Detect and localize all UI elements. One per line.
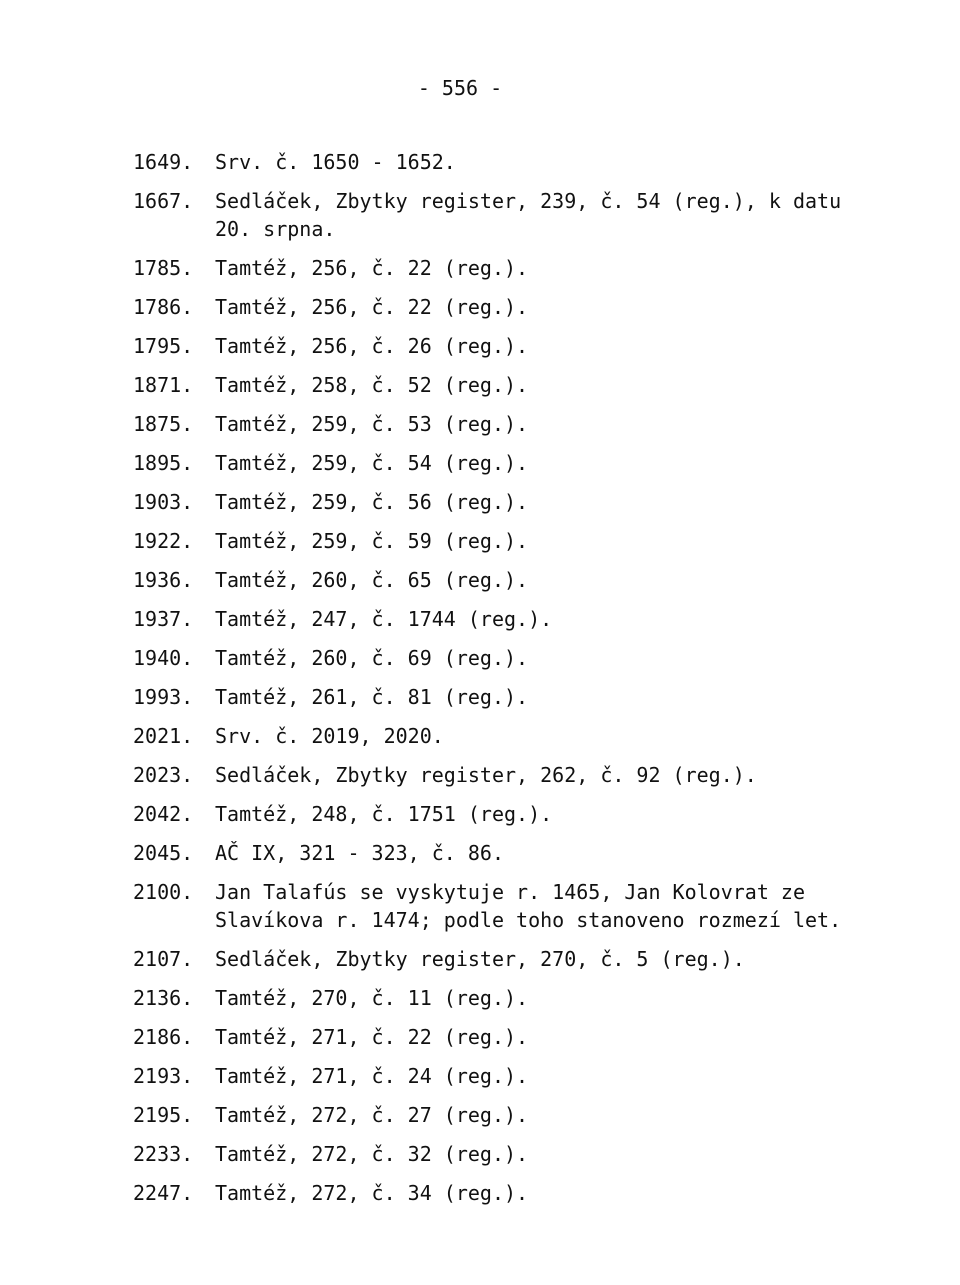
footnote-entry: [133, 1023, 853, 1051]
footnote-text: Sedláček, Zbytky register, 270, č. 5 (reg.).: [215, 947, 745, 971]
footnote-number: 1937.: [133, 607, 194, 631]
footnote-entry: [133, 1179, 853, 1207]
footnote-entry: [133, 332, 853, 360]
footnote-entry: [133, 644, 853, 672]
footnote-number: 1667.: [133, 189, 194, 213]
footnote-entry: [133, 605, 853, 633]
footnote-number: 2023.: [133, 763, 194, 787]
footnote-text: Tamtéž, 256, č. 26 (reg.).: [215, 334, 529, 358]
footnote-number: 1871.: [133, 373, 194, 397]
footnote-text: Srv. č. 2019, 2020.: [215, 724, 444, 748]
footnote-number: 2042.: [133, 802, 194, 826]
footnote-entry: [133, 293, 853, 321]
footnote-number: 2021.: [133, 724, 194, 748]
footnote-number: 2136.: [133, 986, 194, 1010]
footnote-number: 2247.: [133, 1181, 194, 1205]
footnote-number: 1875.: [133, 412, 194, 436]
footnote-number: 1940.: [133, 646, 194, 670]
footnote-entry: [133, 683, 853, 711]
footnote-entry: [133, 1101, 853, 1129]
footnote-text: Tamtéž, 247, č. 1744 (reg.).: [215, 607, 553, 631]
footnote-text: Tamtéž, 260, č. 65 (reg.).: [215, 568, 529, 592]
footnote-text: Tamtéž, 256, č. 22 (reg.).: [215, 256, 529, 280]
footnote-list: [133, 148, 853, 1218]
footnote-text: Tamtéž, 271, č. 24 (reg.).: [215, 1064, 529, 1088]
footnote-number: 1895.: [133, 451, 194, 475]
footnote-number: 2193.: [133, 1064, 194, 1088]
footnote-text: Tamtéž, 259, č. 59 (reg.).: [215, 529, 529, 553]
footnote-entry: [133, 254, 853, 282]
footnote-number: 1936.: [133, 568, 194, 592]
footnote-number: 2186.: [133, 1025, 194, 1049]
footnote-entry: [133, 527, 853, 555]
footnote-number: 1786.: [133, 295, 194, 319]
footnote-entry: [133, 566, 853, 594]
footnote-text: Srv. č. 1650 - 1652.: [215, 150, 456, 174]
footnote-number: 1649.: [133, 150, 194, 174]
footnote-text: Tamtéž, 272, č. 32 (reg.).: [215, 1142, 529, 1166]
footnote-number: 1993.: [133, 685, 194, 709]
footnote-text: Tamtéž, 248, č. 1751 (reg.).: [215, 802, 553, 826]
footnote-entry: [133, 488, 853, 516]
footnote-text: Tamtéž, 256, č. 22 (reg.).: [215, 295, 529, 319]
footnote-number: 2107.: [133, 947, 194, 971]
footnote-number: 1922.: [133, 529, 194, 553]
footnote-entry: [133, 761, 853, 789]
footnote-entry: [133, 878, 853, 934]
footnote-number: 1785.: [133, 256, 194, 280]
footnote-text: Tamtéž, 259, č. 56 (reg.).: [215, 490, 529, 514]
footnote-entry: [133, 148, 853, 176]
footnote-number: 2233.: [133, 1142, 194, 1166]
footnote-entry: [133, 839, 853, 867]
footnote-text: Tamtéž, 272, č. 34 (reg.).: [215, 1181, 529, 1205]
footnote-number: 2100.: [133, 880, 194, 904]
footnote-number: 2195.: [133, 1103, 194, 1127]
footnote-text: Tamtéž, 270, č. 11 (reg.).: [215, 986, 529, 1010]
footnote-text: Tamtéž, 259, č. 54 (reg.).: [215, 451, 529, 475]
footnote-entry: [133, 1140, 853, 1168]
footnote-entry: [133, 1062, 853, 1090]
footnote-number: 2045.: [133, 841, 194, 865]
footnote-text: AČ IX, 321 - 323, č. 86.: [215, 841, 504, 865]
footnote-text: Tamtéž, 259, č. 53 (reg.).: [215, 412, 529, 436]
footnote-text: Tamtéž, 260, č. 69 (reg.).: [215, 646, 529, 670]
footnote-text: Tamtéž, 261, č. 81 (reg.).: [215, 685, 529, 709]
footnote-entry: [133, 187, 853, 243]
footnote-number: 1795.: [133, 334, 194, 358]
footnote-number: 1903.: [133, 490, 194, 514]
footnote-text: Tamtéž, 272, č. 27 (reg.).: [215, 1103, 529, 1127]
footnote-text: Jan Talafús se vyskytuje r. 1465, Jan Kolovrat ze Slavíkova r. 1474; podle toho stanoveno rozmezí let.: [215, 880, 842, 932]
footnote-text: Tamtéž, 271, č. 22 (reg.).: [215, 1025, 529, 1049]
footnote-entry: [133, 984, 853, 1012]
footnote-text: Tamtéž, 258, č. 52 (reg.).: [215, 373, 529, 397]
footnote-entry: [133, 371, 853, 399]
footnote-entry: [133, 800, 853, 828]
footnote-text: Sedláček, Zbytky register, 239, č. 54 (reg.), k datu 20. srpna.: [215, 189, 842, 241]
footnote-entry: [133, 945, 853, 973]
footnote-entry: [133, 410, 853, 438]
footnote-entry: [133, 722, 853, 750]
footnote-text: Sedláček, Zbytky register, 262, č. 92 (reg.).: [215, 763, 757, 787]
page-number: - 556 -: [417, 76, 503, 100]
footnote-entry: [133, 449, 853, 477]
